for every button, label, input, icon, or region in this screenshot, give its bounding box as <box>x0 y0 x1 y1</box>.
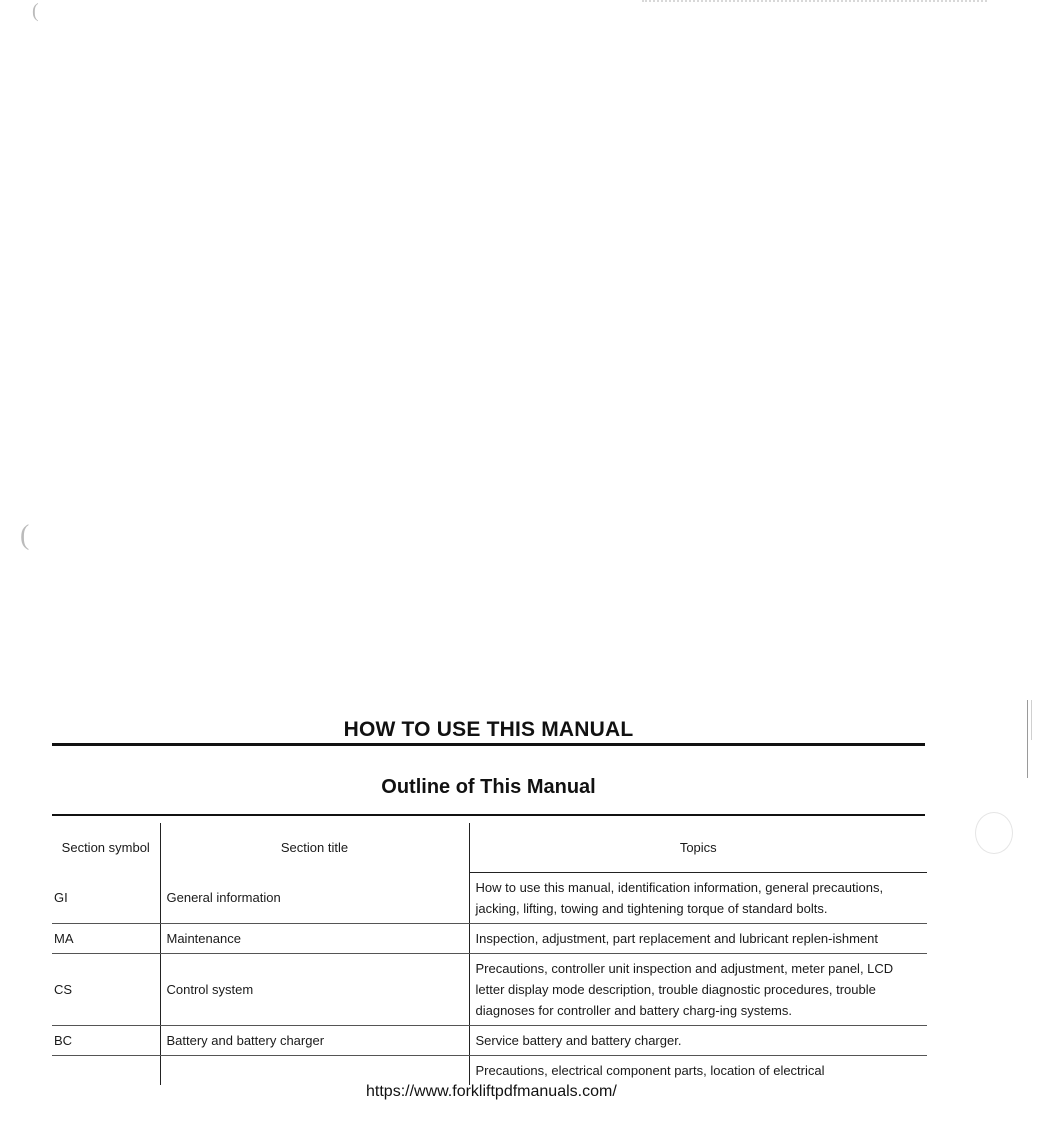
cell-topics: Service battery and battery charger. <box>469 1026 927 1056</box>
cell-title: Maintenance <box>160 924 469 954</box>
binding-hole-mark <box>975 812 1013 854</box>
cell-symbol <box>52 1056 160 1086</box>
scan-mark-top: ( <box>32 0 39 22</box>
page-title: HOW TO USE THIS MANUAL <box>343 718 634 741</box>
cell-title <box>160 1056 469 1086</box>
cell-title: Control system <box>160 954 469 1026</box>
header-topics: Topics <box>469 823 927 873</box>
header-section-title: Section title <box>160 823 469 873</box>
table-header-row <box>52 823 927 873</box>
table-row <box>52 1026 927 1056</box>
outline-table <box>52 823 927 1085</box>
cell-topics: Inspection, adjustment, part replacement and lubricant replen-ishment <box>469 924 927 954</box>
faint-header-text <box>642 0 987 6</box>
page-edge-line <box>1027 700 1028 778</box>
cell-title: General information <box>160 873 469 924</box>
cell-symbol: MA <box>52 924 160 954</box>
cell-topics: Precautions, electrical component parts, location of electrical <box>469 1056 927 1086</box>
cell-symbol: CS <box>52 954 160 1026</box>
table-row <box>52 1056 927 1086</box>
table-row <box>52 954 927 1026</box>
heading-rule <box>52 814 925 816</box>
page-edge-line-faint <box>1031 700 1032 740</box>
cell-symbol: BC <box>52 1026 160 1056</box>
cell-topics: Precautions, controller unit inspection and adjustment, meter panel, LCD letter display mode description, trouble diagnostic procedures, trouble diagnoses for controller and battery charg-ing systems. <box>469 954 927 1026</box>
cell-symbol: GI <box>52 873 160 924</box>
cell-topics: How to use this manual, identification information, general precautions, jacking, lifting, towing and tightening torque of standard bolts. <box>469 873 927 924</box>
table-row <box>52 873 927 924</box>
section-heading: Outline of This Manual <box>381 776 596 798</box>
scan-mark-middle: ( <box>20 520 30 551</box>
table-row <box>52 924 927 954</box>
watermark-url-link[interactable]: https://www.forkliftpdfmanuals.com/ <box>366 1083 617 1100</box>
title-rule <box>52 743 925 746</box>
cell-title: Battery and battery charger <box>160 1026 469 1056</box>
header-section-symbol: Section symbol <box>61 839 150 855</box>
